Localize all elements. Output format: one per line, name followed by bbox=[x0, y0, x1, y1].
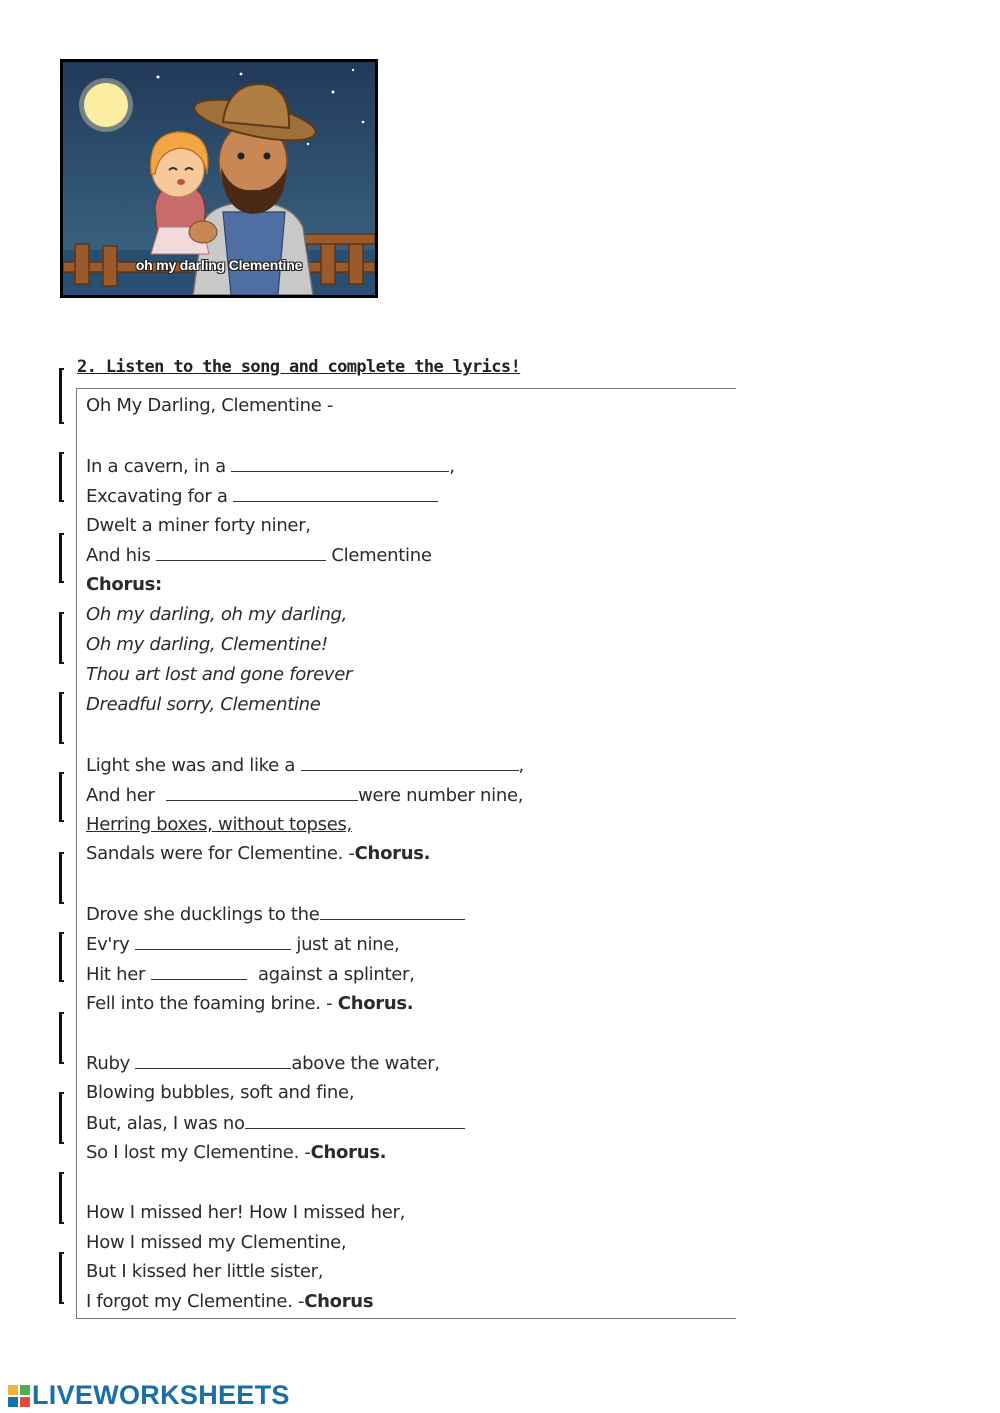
lyric-line: Herring boxes, without topses, bbox=[86, 814, 352, 835]
lyric-line bbox=[86, 1052, 440, 1075]
chorus-line: Oh my darling, Clementine! bbox=[86, 634, 328, 655]
lyric-text: Fell into the foaming brine. - bbox=[86, 993, 338, 1014]
lyric-text: And her bbox=[86, 785, 155, 806]
margin-bracket bbox=[59, 368, 64, 424]
lyric-text: Ruby bbox=[86, 1053, 130, 1074]
margin-bracket bbox=[59, 772, 64, 822]
chorus-ref: Chorus bbox=[304, 1291, 374, 1312]
lyric-line bbox=[86, 455, 455, 478]
lyric-text: just at nine, bbox=[296, 934, 400, 955]
task-heading: 2. Listen to the song and complete the lyrics! bbox=[77, 357, 521, 377]
lyric-text: were number nine, bbox=[358, 785, 524, 806]
chorus-ref: Chorus. bbox=[310, 1142, 387, 1163]
lyric-text: Clementine bbox=[331, 545, 432, 566]
answer-blank[interactable] bbox=[166, 784, 358, 801]
margin-bracket bbox=[59, 533, 64, 583]
lyric-line bbox=[86, 843, 430, 865]
answer-blank[interactable] bbox=[245, 1112, 465, 1129]
answer-blank[interactable] bbox=[135, 1052, 291, 1069]
logo-grid-icon bbox=[8, 1385, 30, 1407]
lyric-text: against a splinter, bbox=[257, 964, 415, 985]
lyric-line: But I kissed her little sister, bbox=[86, 1261, 324, 1282]
image-caption: oh my darling Clementine bbox=[135, 257, 303, 273]
lyric-text: But, alas, I was no bbox=[86, 1113, 245, 1134]
lyric-text: above the water, bbox=[291, 1053, 440, 1074]
lyric-line bbox=[86, 1291, 373, 1313]
answer-blank[interactable] bbox=[156, 544, 326, 561]
lyric-line bbox=[86, 1112, 465, 1135]
lyric-text: Drove she ducklings to the bbox=[86, 904, 320, 925]
lyric-text: So I lost my Clementine. - bbox=[86, 1142, 311, 1163]
chorus-line: Thou art lost and gone forever bbox=[86, 664, 353, 685]
margin-bracket bbox=[59, 692, 64, 744]
lyric-text: , bbox=[449, 456, 455, 477]
lyric-line: Blowing bubbles, soft and fine, bbox=[86, 1082, 355, 1103]
chorus-ref: Chorus. bbox=[354, 843, 431, 864]
lyric-text: Hit her bbox=[86, 964, 146, 985]
lyric-line bbox=[86, 993, 413, 1015]
margin-bracket bbox=[59, 452, 64, 502]
lyric-line bbox=[86, 1142, 386, 1164]
margin-bracket bbox=[59, 612, 64, 664]
lyric-line bbox=[86, 754, 524, 777]
lyric-text: In a cavern, in a bbox=[86, 456, 226, 477]
margin-bracket bbox=[59, 852, 64, 904]
song-title: Oh My Darling, Clementine - bbox=[86, 395, 334, 416]
answer-blank[interactable] bbox=[231, 455, 449, 472]
margin-bracket bbox=[59, 1012, 64, 1064]
margin-bracket bbox=[59, 1092, 64, 1144]
lyric-text: And his bbox=[86, 545, 151, 566]
lyric-line: How I missed her! How I missed her, bbox=[86, 1202, 405, 1223]
answer-blank[interactable] bbox=[151, 963, 247, 980]
liveworksheets-logo[interactable] bbox=[8, 1380, 290, 1411]
chorus-label: Chorus: bbox=[86, 574, 162, 595]
margin-bracket bbox=[59, 932, 64, 982]
song-illustration bbox=[60, 59, 378, 298]
lyric-line: Dwelt a miner forty niner, bbox=[86, 515, 311, 536]
lyric-text: Ev'ry bbox=[86, 934, 130, 955]
lyric-text: I forgot my Clementine. - bbox=[86, 1291, 305, 1312]
answer-blank[interactable] bbox=[320, 903, 465, 920]
answer-blank[interactable] bbox=[233, 485, 438, 502]
lyric-text: , bbox=[518, 755, 524, 776]
lyric-line bbox=[86, 933, 399, 956]
lyric-line: How I missed my Clementine, bbox=[86, 1232, 347, 1253]
margin-bracket bbox=[59, 1172, 64, 1224]
brand-name: LIVEWORKSHEETS bbox=[32, 1380, 290, 1410]
lyric-text: Light she was and like a bbox=[86, 755, 296, 776]
chorus-line: Dreadful sorry, Clementine bbox=[86, 694, 321, 715]
lyric-text: Excavating for a bbox=[86, 486, 228, 507]
lyric-line bbox=[86, 963, 415, 986]
answer-blank[interactable] bbox=[301, 754, 519, 771]
chorus-ref: Chorus. bbox=[337, 993, 414, 1014]
lyric-line bbox=[86, 784, 523, 807]
lyric-line bbox=[86, 903, 465, 926]
chorus-line: Oh my darling, oh my darling, bbox=[86, 604, 348, 625]
lyric-line bbox=[86, 485, 438, 508]
moon-icon bbox=[84, 83, 128, 127]
lyric-line bbox=[86, 544, 432, 567]
lyric-text: Sandals were for Clementine. - bbox=[86, 843, 355, 864]
margin-bracket bbox=[59, 1252, 64, 1304]
answer-blank[interactable] bbox=[135, 933, 291, 950]
